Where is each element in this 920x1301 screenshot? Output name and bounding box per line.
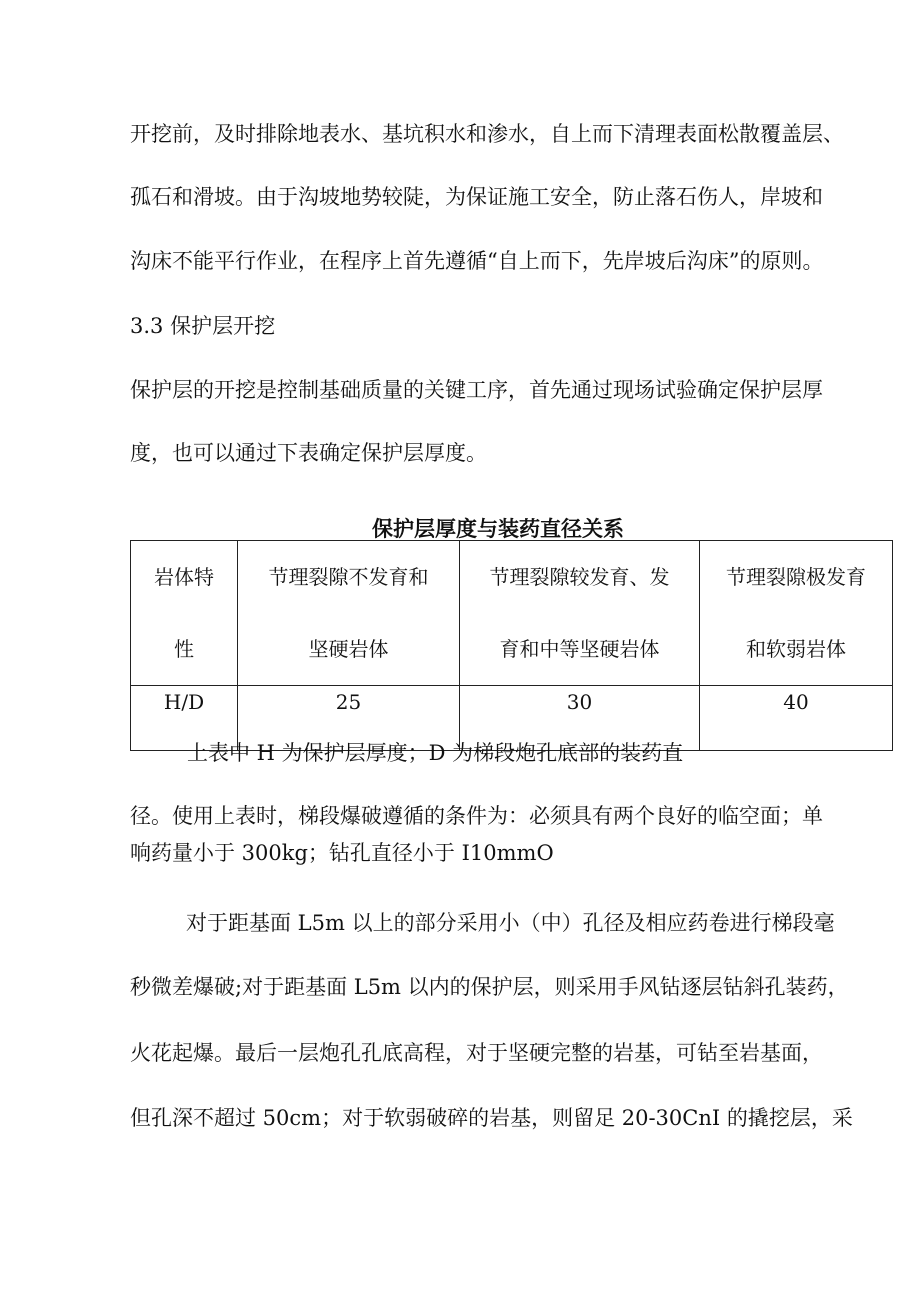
header-text: 和软弱岩体 — [746, 637, 846, 661]
header-text: 岩体特 — [154, 565, 214, 589]
table-header-cell — [700, 541, 893, 686]
table-caption: 保护层厚度与装药直径关系 — [372, 517, 624, 541]
header-text: 节理裂隙较发育、发 — [489, 565, 670, 589]
paragraph-line: 对于距基面 L5m 以上的部分采用小（中）孔径及相应药卷进行梯段毫 — [186, 911, 835, 935]
header-text: 节理裂隙不发育和 — [268, 565, 429, 589]
paragraph-line: 度，也可以通过下表确定保护层厚度。 — [130, 441, 487, 465]
table-cell: H/D — [131, 686, 238, 751]
paragraph-line: 径。使用上表时，梯段爆破遵循的条件为：必须具有两个良好的临空面；单 — [130, 804, 823, 828]
paragraph-line: 保护层的开挖是控制基础质量的关键工序，首先通过现场试验确定保护层厚 — [130, 378, 823, 402]
section-heading: 3.3 保护层开挖 — [130, 314, 276, 338]
table-header-cell — [131, 541, 238, 686]
header-text: 坚硬岩体 — [308, 637, 389, 661]
paragraph-line: 开挖前，及时排除地表水、基坑积水和渗水，自上而下清理表面松散覆盖层、 — [130, 122, 844, 146]
paragraph-line: 孤石和滑坡。由于沟坡地势较陡，为保证施工安全，防止落石伤人，岸坡和 — [130, 185, 823, 209]
table-cell: 30 — [460, 686, 700, 751]
paragraph-line: 但孔深不超过 50cm；对于软弱破碎的岩基，则留足 20-30CnI 的撬挖层，采 — [130, 1106, 853, 1130]
header-text: 育和中等坚硬岩体 — [499, 637, 660, 661]
thickness-table — [130, 540, 893, 751]
table-cell: 25 — [238, 686, 460, 751]
paragraph-line: 沟床不能平行作业，在程序上首先遵循“自上而下，先岸坡后沟床”的原则。 — [130, 249, 824, 273]
paragraph-line: 火花起爆。最后一层炮孔孔底高程，对于坚硬完整的岩基，可钻至岩基面， — [130, 1041, 823, 1065]
table-cell: 40 — [700, 686, 893, 751]
paragraph-line: 上表中 H 为保护层厚度；D 为梯段炮孔底部的装药直 — [187, 741, 684, 765]
paragraph-line: 响药量小于 300kg；钻孔直径小于 I10mmO — [130, 841, 554, 865]
table-header-cell — [238, 541, 460, 686]
paragraph-line: 秒微差爆破;对于距基面 L5m 以内的保护层，则采用手风钻逐层钻斜孔装药， — [130, 975, 849, 999]
table-header-row — [131, 541, 893, 686]
table-header-cell — [460, 541, 700, 686]
header-text: 节理裂隙极发育 — [726, 565, 866, 589]
header-text: 性 — [174, 637, 194, 661]
